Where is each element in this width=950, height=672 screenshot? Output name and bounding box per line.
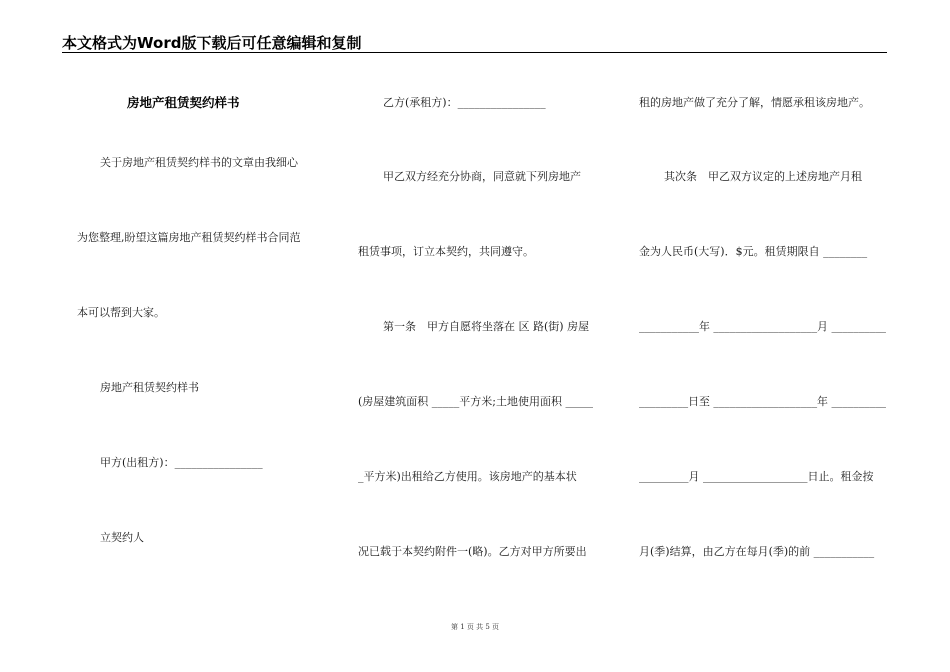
middle-line-1: 乙方(承租方)：________________ xyxy=(383,96,546,109)
left-line-3: 本可以帮到大家。 xyxy=(77,306,165,319)
right-line-7: 月(季)结算，由乙方在每月(季)的前 ___________ xyxy=(639,545,875,558)
document-header: 本文格式为Word版下载后可任意编辑和复制 xyxy=(62,34,362,52)
right-line-6: _________月 ___________________日止。租金按 xyxy=(639,470,874,483)
right-line-4: ___________年 ___________________月 __________ xyxy=(639,320,887,333)
middle-line-3: 租赁事项，订立本契约，共同遵守。 xyxy=(358,245,534,258)
middle-line-7: 况已载于本契约附件一(略)。乙方对甲方所要出 xyxy=(358,545,587,558)
right-line-5: _________日至 ___________________年 __________ xyxy=(639,395,887,408)
middle-line-6: _平方米)出租给乙方使用。该房地产的基本状 xyxy=(358,470,577,483)
header-divider xyxy=(62,52,887,53)
middle-line-2: 甲乙双方经充分协商，同意就下列房地产 xyxy=(383,170,581,183)
left-line-1: 关于房地产租赁契约样书的文章由我细心 xyxy=(100,156,298,169)
right-line-3: 金为人民币(大写)．$元。租赁期限自 ________ xyxy=(639,245,868,258)
left-line-5: 甲方(出租方)：________________ xyxy=(100,456,263,469)
right-line-1: 租的房地产做了充分了解，情愿承租该房地产。 xyxy=(639,96,870,109)
middle-line-5: (房屋建筑面积 _____平方米;土地使用面积 _____ xyxy=(358,395,593,408)
document-title: 房地产租赁契约样书 xyxy=(127,95,240,110)
left-line-2: 为您整理,盼望这篇房地产租赁契约样书合同范 xyxy=(77,231,301,244)
right-line-2: 其次条 甲乙双方议定的上述房地产月租 xyxy=(664,170,862,183)
left-line-6: 立契约人 xyxy=(100,531,144,544)
page-number: 第 1 页 共 5 页 xyxy=(450,623,500,631)
middle-line-4: 第一条 甲方自愿将坐落在 区 路(街) 房屋 xyxy=(383,320,590,333)
left-line-4: 房地产租赁契约样书 xyxy=(100,381,199,394)
